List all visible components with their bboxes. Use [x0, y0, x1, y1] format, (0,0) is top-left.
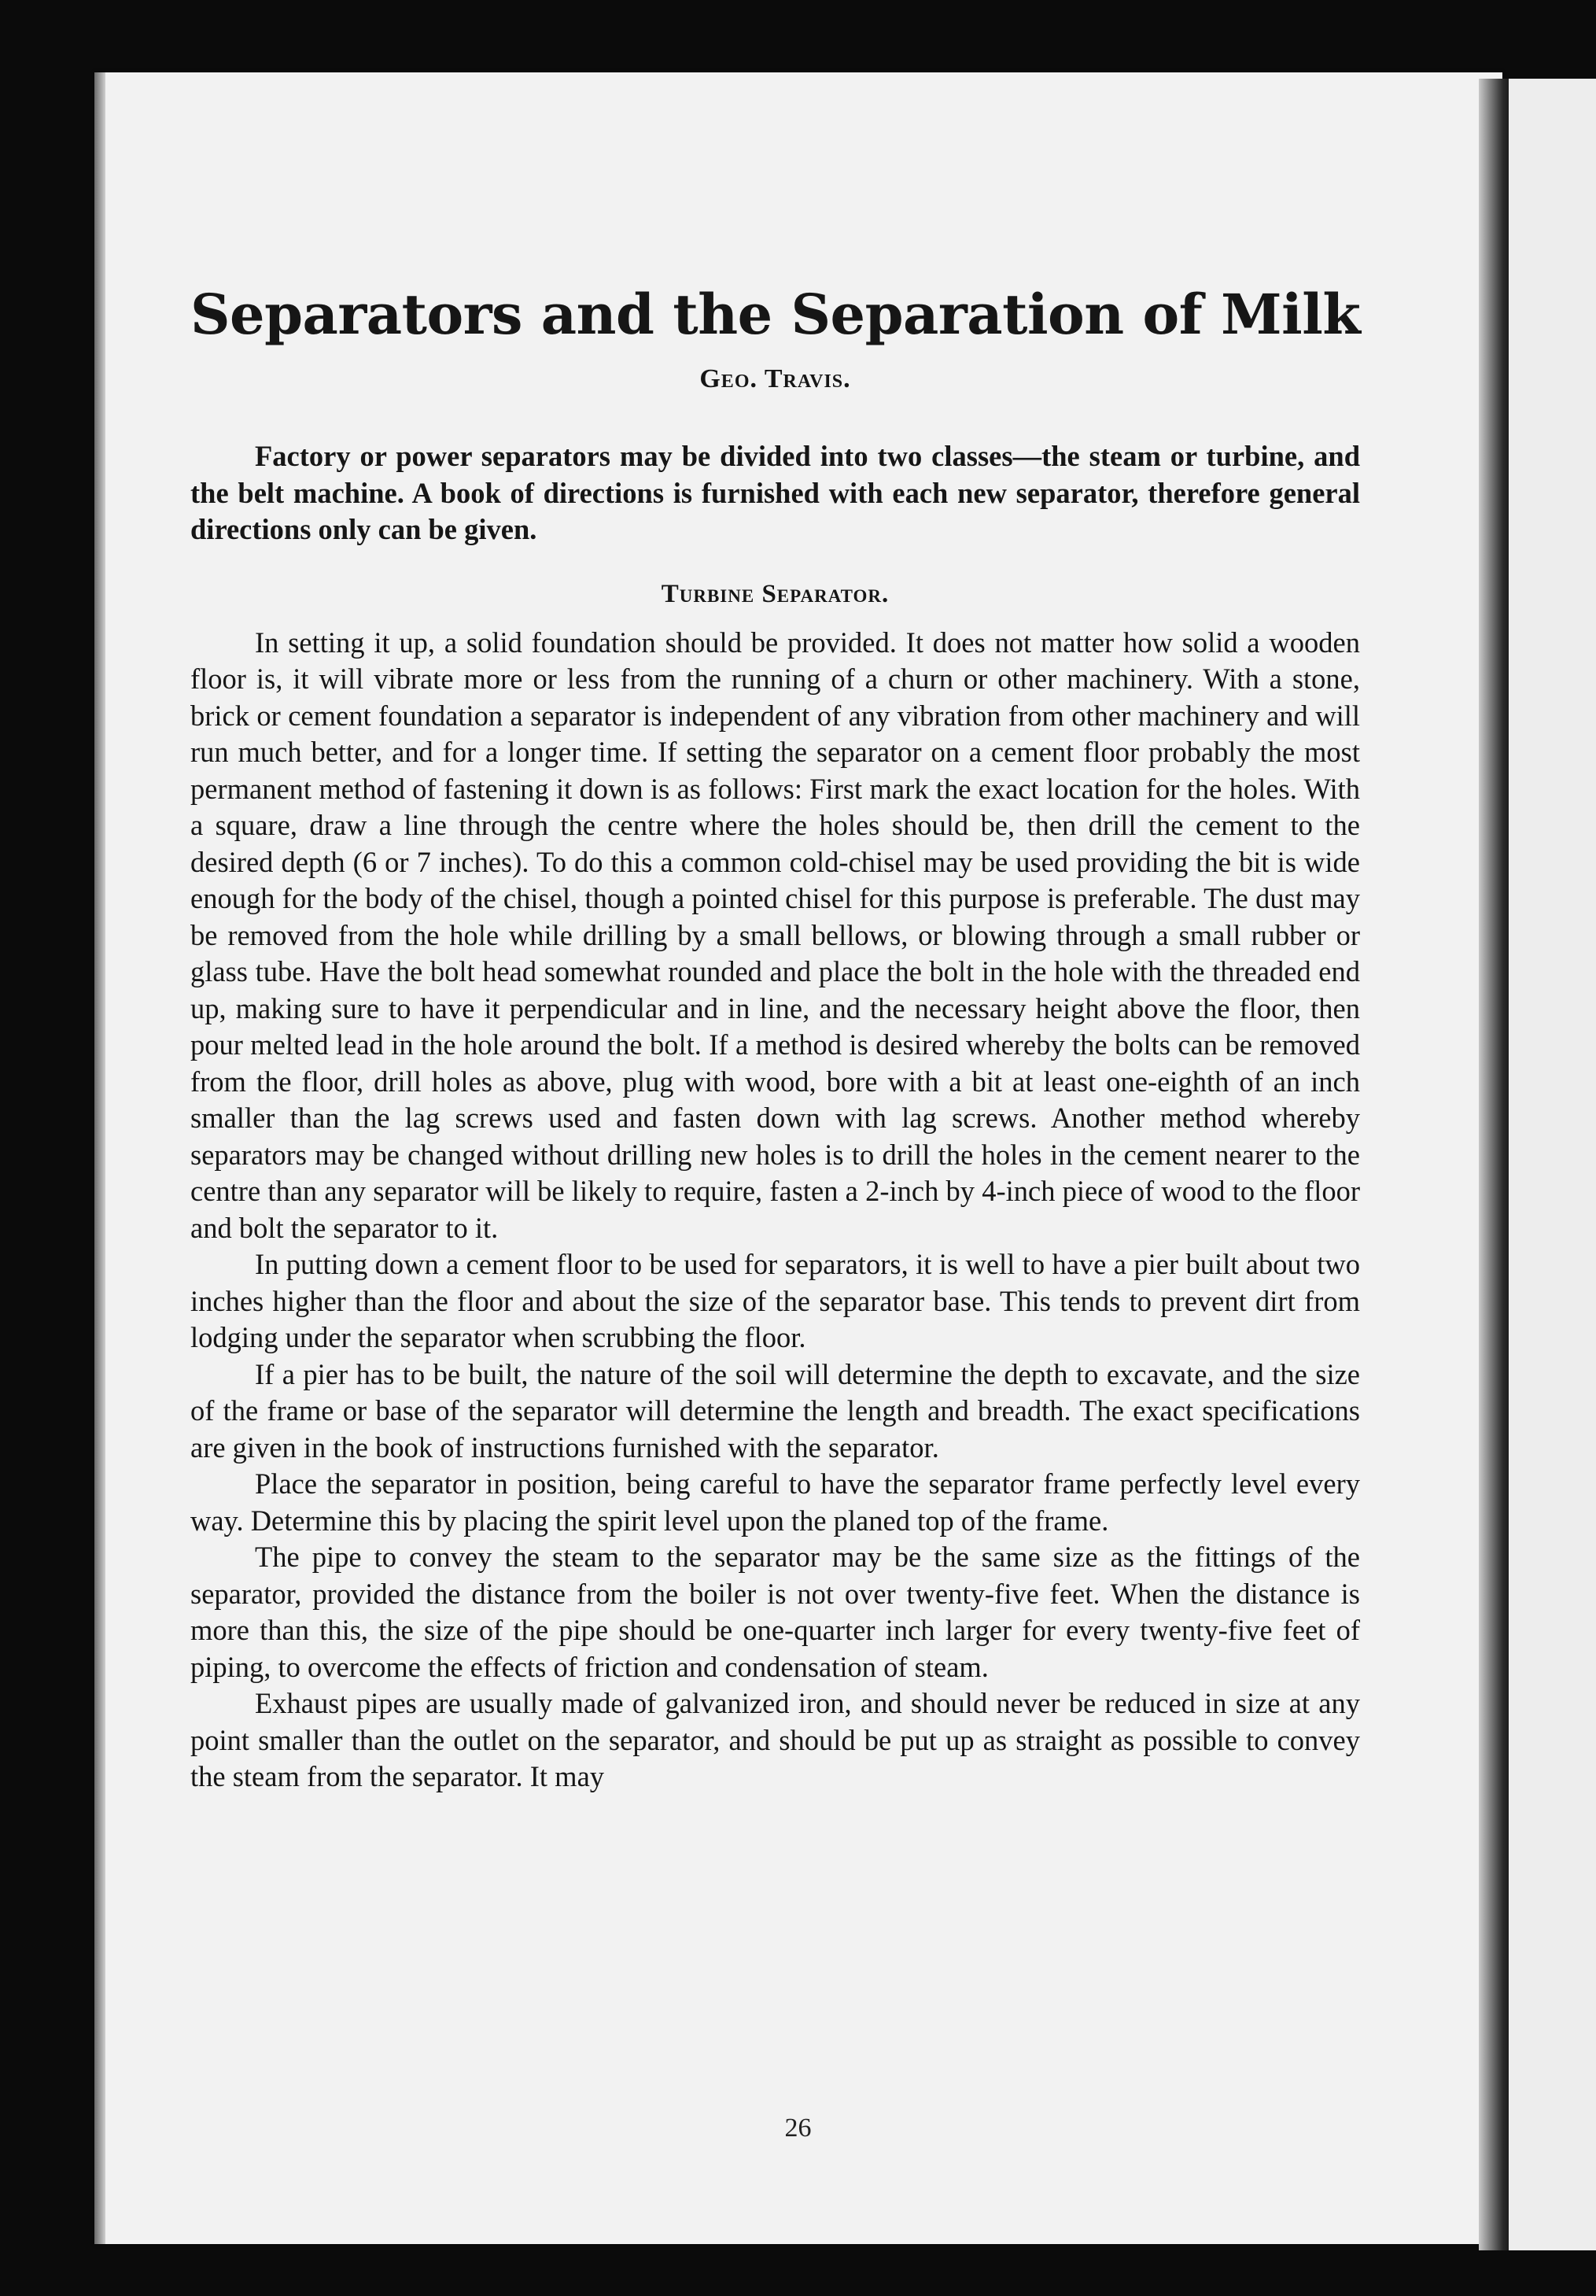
body-paragraph: If a pier has to be built, the nature of the soil will determine the depth to excavate, and the size of the frame or base of the separator will determine the length and breadth. The exact specifications are given in the book of instructions furnished with the separator. — [190, 1357, 1360, 1464]
article-author: Geo. Travis. — [699, 364, 851, 393]
section-heading: Turbine Separator. — [661, 579, 890, 608]
body-paragraph: Place the separator in position, being careful to have the separator frame perfectly level every way. Determine this by placing the spirit level upon the planed top of the frame. — [190, 1467, 1360, 1537]
body-paragraph: In putting down a cement floor to be used for separators, it is well to have a pier built about two inches higher than the floor and about the size of the separator base. This tends to prevent dirt from lodging under the separator when scrubbing the floor. — [190, 1248, 1360, 1353]
body-paragraph: In setting it up, a solid foundation should be provided. It does not matter how solid a wooden floor is, it will vibrate more or less from the running of a churn or other machinery. With a stone, brick or cement foundation a separator is independent of any vibration from other machinery and will run much better, and for a longer time. If setting the separator on a cement floor probably the most permanent method of fastening it down is as follows: First mark the exact location for the holes. With a square, draw a line through the centre where the holes should be, then drill the cement to the desired depth (6 or 7 inches). To do this a common cold-chisel may be used providing the bit is wide enough for the body of the chisel, though a pointed chisel for this purpose is preferable. The dust may be removed from the hole while drilling by a small bellows, or blowing through a small rubber or glass tube. Have the bolt head somewhat rounded and place the bolt in the hole with the threaded end up, making sure to have it perpendicular and in line, and the necessary height above the floor, then pour melted lead in the hole around the bolt. If a method is desired whereby the bolts can be removed from the floor, drill holes as above, plug with wood, bore with a bit at least one-eighth of an inch smaller than the lag screws used and fasten down with lag screws. Another method whereby separators may be changed without drilling new holes is to drill the holes in the cement nearer to the centre than any separator will be likely to require, fasten a 2-inch by 4-inch piece of wood to the floor and bolt the separator to it. — [190, 626, 1360, 1244]
page-edge-left — [94, 72, 105, 2244]
intro-paragraph: Factory or power separators may be divided into two classes—the steam or turbine, and the belt machine. A book of directions is furnished with each new separator, therefore general directions only can be given. — [190, 440, 1360, 545]
body-paragraph: The pipe to convey the steam to the separator may be the same size as the fittings of the separator, provided the distance from the boiler is not over twenty-five feet. When the distance is more than this, the size of the pipe should be one-quarter inch larger for every twenty-five feet of piping, to overcome the effects of friction and condensation of steam. — [190, 1541, 1360, 1683]
next-page-edge — [1509, 79, 1596, 2250]
article-title: Separators and the Separation of Milk — [190, 282, 1361, 347]
page-number: 26 — [784, 2113, 812, 2143]
article — [190, 279, 1360, 1796]
body-paragraph: Exhaust pipes are usually made of galvanized iron, and should never be reduced in size at any point smaller than the outlet on the separator, and should be put up as straight as possible to convey the steam from the separator. It may — [190, 1687, 1360, 1792]
